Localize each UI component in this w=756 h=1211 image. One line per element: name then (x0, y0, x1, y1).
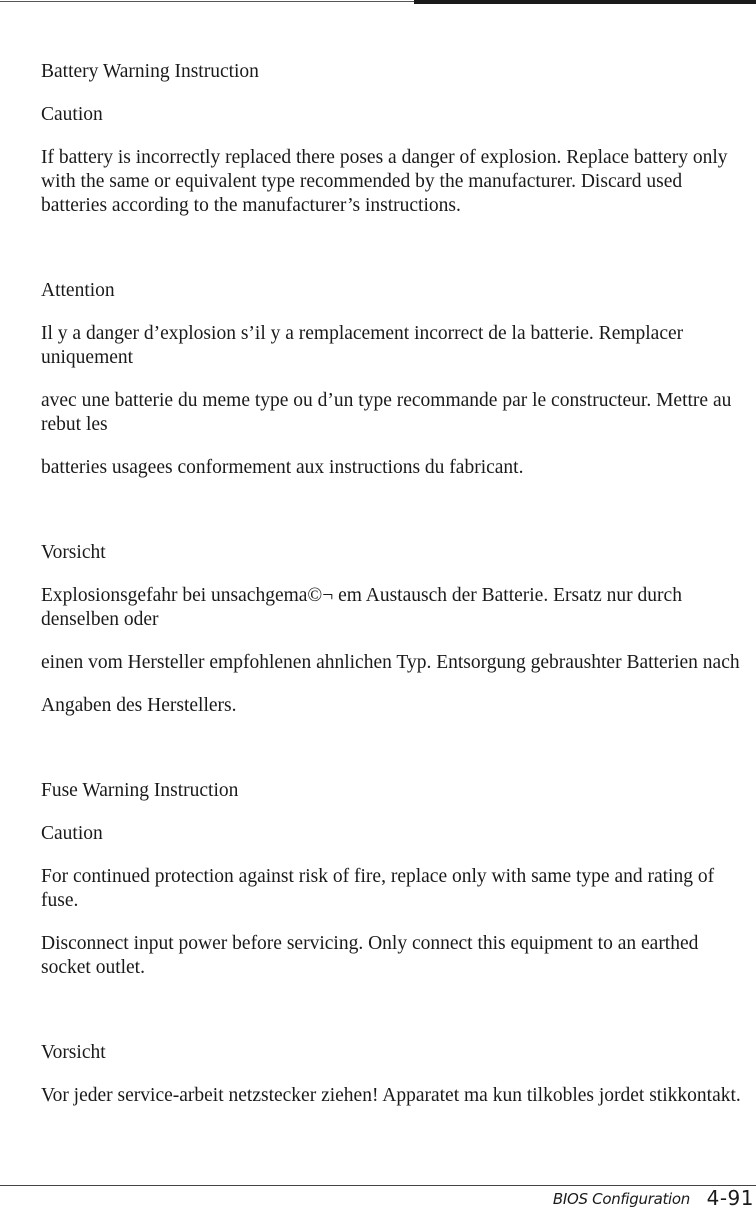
fuse-caution-line: Disconnect input power before servicing. Only connect this equipment to an earthed socket outlet. (41, 933, 699, 978)
page-number: 4-91 (706, 1186, 754, 1210)
battery-attention-label: Attention (41, 280, 115, 301)
battery-vorsicht-line: Explosionsgefahr bei unsachgema©¬ em Austausch der Batterie. Ersatz nur durch denselben oder (41, 585, 682, 630)
header-rule-thin (0, 1, 414, 2)
header-rule-thick (414, 0, 756, 4)
battery-warning-heading: Battery Warning Instruction (41, 61, 259, 82)
fuse-caution-line: For continued protection against risk of fire, replace only with same type and rating of fuse. (41, 866, 715, 911)
footer-section-title: BIOS Configuration (552, 1190, 690, 1208)
battery-caution-label: Caution (41, 104, 103, 125)
battery-caution-text: If battery is incorrectly replaced there poses a danger of explosion. Replace battery only with the same or equivalent type recommended by the manufacturer. Discard used batteries according to the manufacturer’s instructions. (41, 147, 728, 216)
fuse-warning-heading: Fuse Warning Instruction (41, 780, 239, 801)
fuse-caution-label: Caution (41, 823, 103, 844)
fuse-vorsicht-label: Vorsicht (41, 1042, 106, 1063)
battery-vorsicht-line: einen vom Hersteller empfohlenen ahnlichen Typ. Entsorgung gebraushter Batterien nach (41, 652, 740, 673)
page-body (41, 60, 753, 1108)
battery-vorsicht-label: Vorsicht (41, 542, 106, 563)
battery-vorsicht-line: Angaben des Herstellers. (41, 695, 237, 716)
battery-attention-line: batteries usagees conformement aux instructions du fabricant. (41, 457, 524, 478)
battery-attention-line: Il y a danger d’explosion s’il y a remplacement incorrect de la batterie. Remplacer uniquement (41, 323, 684, 368)
footer-rule (0, 1185, 756, 1186)
fuse-vorsicht-text: Vor jeder service-arbeit netzstecker ziehen! Apparatet ma kun tilkobles jordet stikkontakt. (41, 1085, 741, 1106)
battery-attention-line: avec une batterie du meme type ou d’un type recommande par le constructeur. Mettre au rebut les (41, 390, 732, 435)
